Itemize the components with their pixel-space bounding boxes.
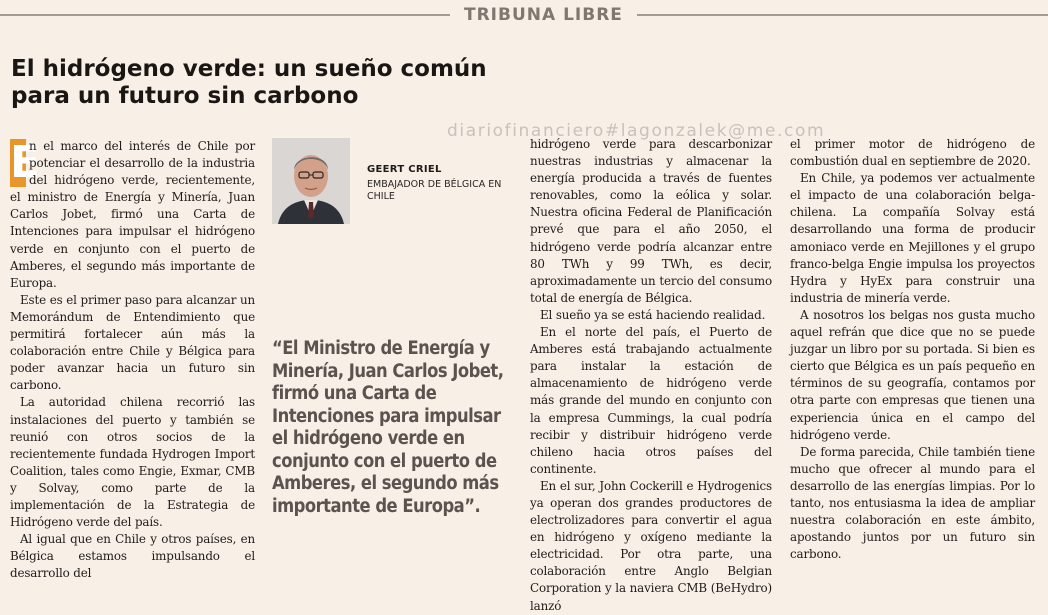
headline: El hidrógeno verde: un sueño común para un futuro sin carbono [11,56,487,109]
paragraph: En Chile, ya podemos ver actualmente el impacto de una colaboración belga-chilena. La compañía Solvay está desarrollando una forma de producir amoniaco verde en Mejillones y el grupo franco-belga Engie impulsa los proyectos Hydra y HyEx para construir una industria de minería verde. [790,171,1035,305]
paragraph: En el sur, John Cockerill e Hydrogenics ya operan dos grandes productores de electrolizadores para convertir el agua en hidrógeno y oxígeno mediante la electricidad. Por otra parte, una colaboración entre Anglo Belgian Corporation y la naviera CMB (BeHydro) lanzó [530,478,772,613]
paragraph: Este es el primer paso para alcanzar un Memorándum de Entendimiento que permitirá fortalecer aún más la colaboración entre Chile y Bélgica para poder avanzar hacia un futuro sin carbono. [10,292,255,393]
paragraph: A nosotros los belgas nos gusta mucho aquel refrán que dice que no se puede juzgar un libro por su portada. Si bien es cierto que Bélgica es un país pequeño en términos de su geografía, contamos por otra parte con empresas que tienen una experiencia única en el campo del hidrógeno verde. [790,307,1035,442]
section-label: TRIBUNA LIBRE [450,4,637,26]
author-block [272,138,512,228]
body-column-3 [530,136,772,615]
paragraph [10,138,255,292]
paragraph: el primer motor de hidrógeno de combustión dual en septiembre de 2020. [790,137,1035,169]
body-column-1 [10,138,255,582]
author-role: EMBAJADOR DE BÉLGICA EN CHILE [367,179,502,202]
paragraph: En el norte del país, el Puerto de Amberes está trabajando actualmente para instalar la estación de almacenamiento de hidrógeno verde más grande del mundo en conjunto con la empresa Cummings, la cual podría recibir y distribuir hidrógeno verde chileno hacia otros países del continente. [530,325,772,476]
author-name: GEERT CRIEL [367,164,442,175]
paragraph: De forma parecida, Chile también tiene mucho que ofrecer al mundo para el desarrollo de las energías limpias. Por lo tanto, nos entusiasma la idea de ampliar nuestra colaboración en este ámbito, apostando juntos por un futuro sin carbono. [790,444,1035,562]
body-column-4 [790,136,1035,563]
watermark: diariofinanciero#lagonzalek@me.com [447,121,826,141]
paragraph: El sueño ya se está haciendo realidad. [540,307,766,322]
drop-cap: E [10,137,40,188]
paragraph: Al igual que en Chile y otros países, en Bélgica estamos impulsando el desarrollo del [10,532,255,581]
paragraph-text: n el marco del interés de Chile por potenciar el desarrollo de la industria del hidrógeno verde, recientemente, el ministro de Energía y Minería, Juan Carlos Jobet, firmó una Carta de Intenciones para impulsar el hidrógeno verde en conjunto con el puerto de Amberes, el segundo más importante de Europa. [10,139,255,290]
pull-quote: “El Ministro de Energía y Minería, Juan Carlos Jobet, firmó una Carta de Intenciones para impulsar el hidrógeno verde en conjunto con el puerto de Amberes, el segundo más importante de Europa”. [272,338,504,517]
paragraph: La autoridad chilena recorrió las instalaciones del puerto y también se reunió con otros socios de la recientemente fundada Hydrogen Import Coalition, tales como Engie, Exmar, CMB y Solvay, como parte de la implementación de la Estrategia de Hidrógeno verde del país. [10,395,255,530]
author-portrait [272,138,350,224]
portrait-illustration [272,138,350,224]
paragraph: hidrógeno verde para descarbonizar nuestras industrias y almacenar la energía producida a través de fuentes renovables, como la eólica y solar. Nuestra oficina Federal de Planificación prevé que para el año 2050, el hidrógeno verde podría alcanzar entre 80 TWh y 99 TWh, es decir, aproximadamente un tercio del consumo total de energía de Bélgica. [530,137,772,305]
